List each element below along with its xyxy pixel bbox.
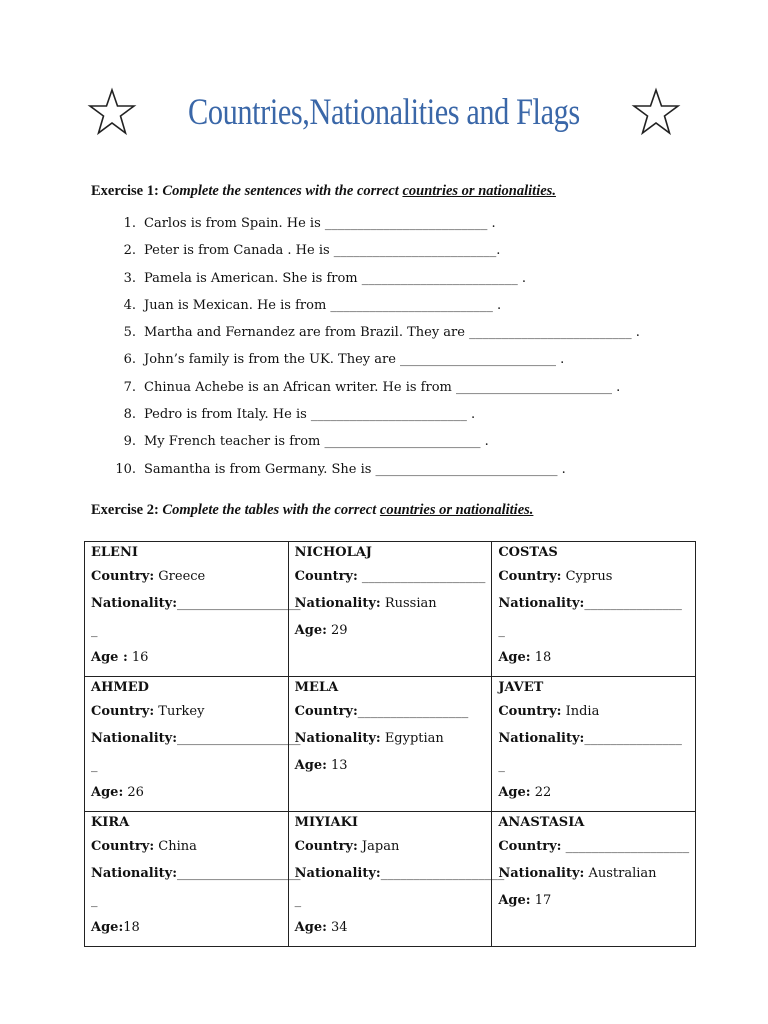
- nationality-label: Nationality:: [498, 731, 585, 746]
- nationality-overflow: _: [498, 758, 505, 773]
- exercise-1-list: [100, 216, 640, 489]
- age-line: [91, 919, 282, 946]
- sentence-number: 6.: [123, 352, 136, 368]
- age-value: 18: [530, 650, 552, 665]
- person-card: [85, 542, 301, 677]
- exercise-2-heading: [91, 502, 533, 519]
- nationality-line: [498, 865, 689, 892]
- sentence-text: Pedro is from Italy. He is ________________________ .: [144, 407, 476, 423]
- star-outline-icon: [631, 87, 681, 137]
- age-label: Age:: [498, 893, 531, 908]
- sentence-text: My French teacher is from ________________________ .: [144, 434, 489, 450]
- nationality-line: [91, 595, 301, 622]
- nationality-label: Nationality:: [91, 866, 178, 881]
- nationality-value: Egyptian: [380, 731, 444, 746]
- age-line: [295, 757, 486, 784]
- age-label: Age:: [91, 785, 124, 800]
- person-name: MIYIAKI: [294, 815, 358, 830]
- exercise-1-instruction: Complete the sentences with the correct: [162, 183, 399, 199]
- age-value: 18: [123, 920, 140, 935]
- person-name: ANASTASIA: [498, 815, 585, 830]
- age-value: 34: [326, 920, 348, 935]
- nationality-label: Nationality:: [91, 731, 178, 746]
- country-line: [498, 703, 689, 730]
- nationality-value: Australian: [584, 866, 657, 881]
- country-label: Country:: [498, 704, 562, 719]
- sentence-number: 5.: [123, 325, 136, 341]
- nationality-label: Nationality:: [294, 866, 381, 881]
- sentence-text: Pamela is American. She is from ________________________ .: [144, 270, 527, 286]
- sentence-number: 1.: [123, 216, 136, 231]
- star-outline-icon: [87, 87, 137, 137]
- sentence-number: 4.: [123, 297, 136, 313]
- country-line: [295, 703, 486, 730]
- nationality-line: [91, 730, 301, 757]
- table-row: [85, 677, 696, 812]
- sentence-item: [100, 298, 640, 325]
- nationality-value: Russian: [380, 596, 437, 611]
- person-card: [288, 677, 492, 812]
- page-title: Countries,Nationalities and Flags: [188, 91, 580, 133]
- person-name: MELA: [294, 680, 339, 695]
- sentence-item: [100, 216, 640, 243]
- age-label: Age:: [498, 650, 531, 665]
- person-card: [288, 812, 505, 947]
- exercise-2-label: Exercise 2:: [91, 502, 159, 518]
- sentence-text: Samantha is from Germany. She is ____________________________ .: [144, 461, 566, 477]
- country-label: Country:: [294, 704, 358, 719]
- nationality-overflow: _: [91, 623, 98, 638]
- person-name: AHMED: [91, 680, 149, 695]
- sentence-number: 7.: [123, 379, 136, 395]
- sentence-number: 8.: [123, 407, 136, 423]
- nationality-value: ___________________: [380, 866, 505, 881]
- age-line: [295, 622, 486, 649]
- nationality-value: _______________: [584, 596, 682, 611]
- exercise-2-keyword: countries or nationalities.: [379, 502, 534, 518]
- country-value: _________________: [357, 704, 469, 719]
- nationality-label: Nationality:: [91, 596, 178, 611]
- country-line: [295, 838, 486, 865]
- sentence-item: [100, 271, 640, 298]
- sentence-text: John’s family is from the UK. They are ________________________ .: [144, 352, 565, 368]
- age-value: 26: [123, 785, 144, 800]
- exercise-2-table: [84, 541, 696, 947]
- nationality-value: ___________________: [177, 866, 301, 881]
- person-card: [85, 812, 301, 947]
- nationality-overflow: _: [91, 758, 98, 773]
- country-label: Country:: [498, 839, 562, 854]
- country-line: [91, 703, 282, 730]
- sentence-number: 10.: [115, 461, 136, 477]
- person-card: [85, 677, 301, 812]
- person-card: [492, 542, 696, 677]
- country-value: Cyprus: [561, 569, 613, 584]
- country-label: Country:: [91, 839, 155, 854]
- age-value: 16: [127, 650, 149, 665]
- nationality-value: _______________: [584, 731, 682, 746]
- nationality-line: [498, 730, 689, 757]
- age-label: Age:: [294, 758, 327, 773]
- sentence-item: [100, 407, 640, 434]
- nationality-value: ___________________: [177, 731, 301, 746]
- person-name: COSTAS: [498, 545, 558, 560]
- nationality-line: [498, 595, 689, 622]
- sentence-text: Juan is Mexican. He is from _________________________ .: [144, 297, 502, 313]
- sentence-number: 3.: [123, 270, 136, 286]
- exercise-1-keyword: countries or nationalities.: [402, 183, 556, 199]
- nationality-line: [295, 595, 486, 622]
- country-value: China: [154, 839, 197, 854]
- person-card: [492, 812, 696, 947]
- nationality-line: [295, 730, 486, 757]
- nationality-label: Nationality:: [294, 731, 381, 746]
- age-line: [498, 649, 689, 676]
- country-value: ___________________: [561, 839, 690, 854]
- nationality-label: Nationality:: [498, 866, 585, 881]
- age-value: 22: [530, 785, 552, 800]
- table-row: [85, 812, 696, 947]
- person-name: NICHOLAJ: [294, 545, 372, 560]
- sentence-text: Carlos is from Spain. He is _________________________ .: [144, 216, 496, 231]
- country-line: [91, 568, 282, 595]
- sentence-number: 2.: [123, 243, 136, 259]
- country-label: Country:: [294, 839, 358, 854]
- age-value: 13: [326, 758, 348, 773]
- country-label: Country:: [91, 569, 155, 584]
- nationality-overflow: _: [498, 623, 505, 638]
- country-value: Greece: [154, 569, 206, 584]
- table-row: [85, 542, 696, 677]
- country-value: ___________________: [357, 569, 486, 584]
- sentence-text: Martha and Fernandez are from Brazil. They are _________________________ .: [144, 325, 640, 341]
- nationality-line: [294, 865, 505, 892]
- person-name: KIRA: [91, 815, 130, 830]
- title-row: [0, 82, 768, 142]
- sentence-item: [100, 462, 640, 489]
- person-card: [492, 677, 696, 812]
- country-line: [498, 838, 689, 865]
- sentence-item: [100, 325, 640, 352]
- nationality-overflow: _: [91, 893, 98, 908]
- sentence-item: [100, 243, 640, 270]
- age-label: Age:: [294, 623, 327, 638]
- nationality-overflow: _: [294, 893, 302, 908]
- exercise-1-heading: [91, 183, 556, 200]
- nationality-label: Nationality:: [498, 596, 585, 611]
- country-value: Turkey: [154, 704, 205, 719]
- country-label: Country:: [498, 569, 562, 584]
- sentence-item: [100, 434, 640, 461]
- age-line: [91, 784, 282, 811]
- country-value: India: [561, 704, 600, 719]
- person-name: JAVET: [498, 680, 544, 695]
- country-label: Country:: [294, 569, 358, 584]
- sentence-item: [100, 352, 640, 379]
- country-label: Country:: [91, 704, 155, 719]
- age-line: [498, 892, 689, 919]
- sentence-number: 9.: [123, 434, 136, 450]
- age-line: [295, 919, 486, 946]
- sentence-text: Peter is from Canada . He is _________________________.: [144, 243, 501, 259]
- age-line: [91, 649, 282, 676]
- sentence-item: [100, 380, 640, 407]
- country-line: [295, 568, 486, 595]
- nationality-label: Nationality:: [294, 596, 381, 611]
- nationality-line: [91, 865, 301, 892]
- exercise-2-instruction: Complete the tables with the correct: [162, 502, 377, 518]
- age-label: Age :: [91, 650, 128, 665]
- age-value: 17: [530, 893, 552, 908]
- nationality-value: ___________________: [177, 596, 301, 611]
- country-line: [498, 568, 689, 595]
- country-line: [91, 838, 282, 865]
- country-value: Japan: [357, 839, 400, 854]
- exercise-1-label: Exercise 1:: [91, 183, 159, 199]
- age-label: Age:: [294, 920, 327, 935]
- age-label: Age:: [498, 785, 531, 800]
- age-value: 29: [326, 623, 348, 638]
- person-name: ELENI: [91, 545, 138, 560]
- sentence-text: Chinua Achebe is an African writer. He is from ________________________ .: [144, 379, 621, 395]
- person-card: [288, 542, 492, 677]
- age-line: [498, 784, 689, 811]
- age-label: Age:: [91, 920, 124, 935]
